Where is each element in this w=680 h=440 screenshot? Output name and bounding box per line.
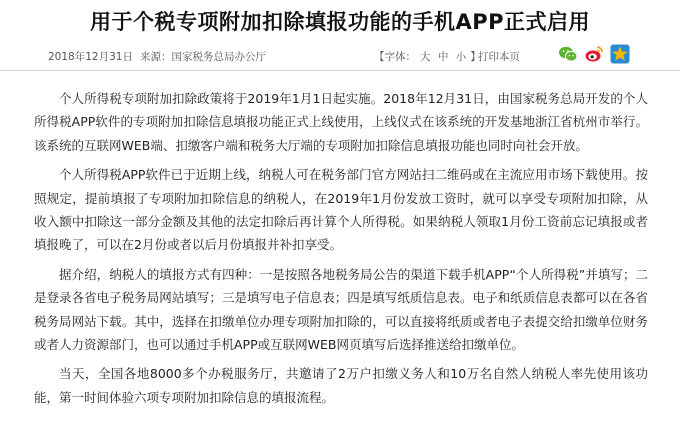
font-size-large[interactable]: 大 (420, 51, 431, 63)
article-body (34, 87, 648, 415)
font-size-control (374, 49, 485, 64)
article-title: 用于个税专项附加扣除填报功能的手机APP正式启用 (89, 10, 591, 34)
article-paragraph: 据介绍，纳税人的填报方式有四种：一是按照各地税务局公告的渠道下载手机APP“个人所得税”并填写；二是登录各省电子税务局网站填写；三是填写电子信息表；四是填写纸质信息表。电子和纸质信息表都可以在各省税务局网站下载。其中，选择在扣缴单位办理专项附加扣除的，可以直接将纸质或者电子表提交给扣缴单位财务或者人力资源部门，也可以通过手机APP或互联网WEB网页填写后选择推送给扣缴单位。 (34, 266, 648, 353)
article-paragraph: 当天，全国各地8000多个办税服务厅，共邀请了2万户扣缴义务人和10万名自然人纳税人率先使用该功能，第一时间体验六项专项附加扣除信息的填报流程。 (34, 366, 648, 405)
article-source: 来源：国家税务总局办公厅 (140, 51, 266, 63)
print-link[interactable]: 打印本页 (478, 51, 520, 63)
article-meta-bar (0, 40, 680, 71)
wechat-icon[interactable] (558, 44, 578, 64)
font-size-close: 】 (470, 51, 481, 63)
font-size-small[interactable]: 小 (455, 51, 467, 63)
font-size-label: 【字体： (374, 51, 416, 63)
article-paragraph: 个人所得税APP软件已于近期上线，纳税人可在税务部门官方网站扫二维码或在主流应用市场下载使用。按照规定，提前填报了专项附加扣除信息的纳税人，在2019年1月份发放工资时，就可以享受专项附加扣除，从收入额中扣除这一部分金额及其他的法定扣除后再计算个人所得税。如果纳税人领取1月份工资前忘记填报或者填报晚了，可以在2月份或者以后月份填报并补扣享受。 (34, 167, 648, 253)
qzone-icon[interactable] (610, 44, 630, 64)
weibo-icon[interactable] (584, 44, 604, 64)
article-paragraph: 个人所得税专项附加扣除政策将于2019年1月1日起实施。2018年12月31日，由国家税务总局开发的个人所得税APP软件的专项附加扣除信息填报功能正式上线使用，上线仪式在该系统的开发基地浙江省杭州市举行。该系统的互联网WEB端、扣缴客户端和税务大厅端的专项附加扣除信息填报功能也同时向社会开放。 (34, 91, 648, 153)
publish-date: 2018年12月31日 (48, 51, 133, 63)
font-size-medium[interactable]: 中 (437, 51, 449, 63)
